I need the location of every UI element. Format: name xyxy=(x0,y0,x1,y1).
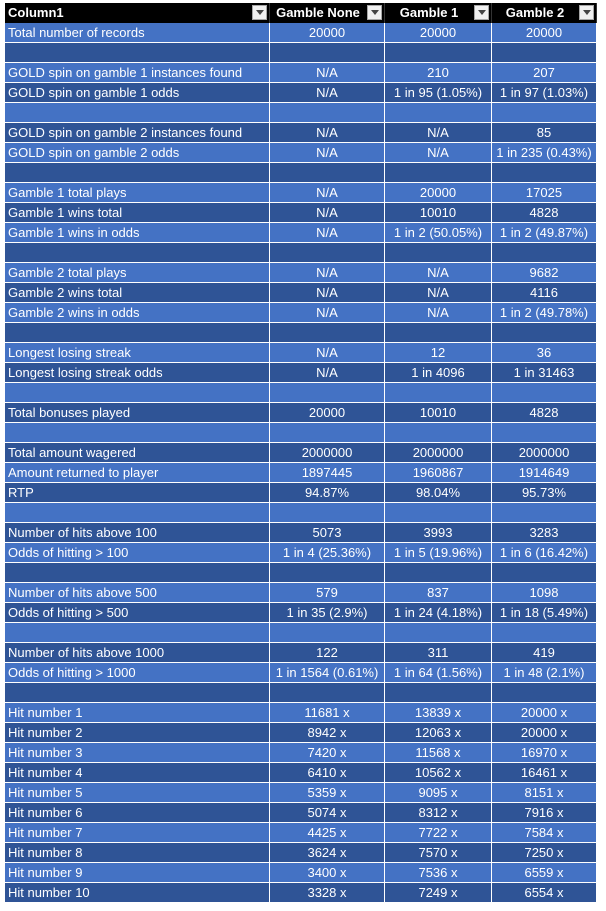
table-row xyxy=(5,663,597,683)
cell-label[interactable]: Total amount wagered xyxy=(5,443,270,463)
cell-gamble-1[interactable] xyxy=(385,383,492,403)
table-row xyxy=(5,523,597,543)
cell-gamble-1[interactable]: 11568 x xyxy=(385,743,492,763)
table-body xyxy=(5,23,597,903)
cell-gamble-none[interactable] xyxy=(270,683,385,703)
table-row xyxy=(5,743,597,763)
cell-gamble-none[interactable]: 3400 x xyxy=(270,863,385,883)
cell-label[interactable]: GOLD spin on gamble 1 instances found xyxy=(5,63,270,83)
cell-gamble-2[interactable] xyxy=(492,163,597,183)
cell-gamble-1[interactable]: 2000000 xyxy=(385,443,492,463)
cell-label[interactable]: GOLD spin on gamble 1 odds xyxy=(5,83,270,103)
cell-gamble-2[interactable]: 3283 xyxy=(492,523,597,543)
cell-gamble-2[interactable]: 85 xyxy=(492,123,597,143)
cell-gamble-1[interactable]: 7536 x xyxy=(385,863,492,883)
cell-label[interactable]: Gamble 1 wins in odds xyxy=(5,223,270,243)
table-row xyxy=(5,723,597,743)
cell-label[interactable] xyxy=(5,423,270,443)
header-row xyxy=(5,3,597,23)
cell-gamble-1[interactable]: 7570 x xyxy=(385,843,492,863)
cell-gamble-2[interactable]: 1 in 2 (49.87%) xyxy=(492,223,597,243)
cell-gamble-2[interactable]: 8151 x xyxy=(492,783,597,803)
table-row xyxy=(5,203,597,223)
cell-label[interactable] xyxy=(5,243,270,263)
table-row xyxy=(5,563,597,583)
table-row xyxy=(5,323,597,343)
cell-gamble-1[interactable]: 3993 xyxy=(385,523,492,543)
cell-gamble-2[interactable]: 16461 x xyxy=(492,763,597,783)
cell-gamble-2[interactable] xyxy=(492,683,597,703)
table-row xyxy=(5,343,597,363)
filter-dropdown-button[interactable] xyxy=(474,5,489,20)
cell-label[interactable] xyxy=(5,163,270,183)
table-row xyxy=(5,683,597,703)
table-row xyxy=(5,823,597,843)
cell-gamble-2[interactable]: 36 xyxy=(492,343,597,363)
table-row xyxy=(5,443,597,463)
cell-gamble-none[interactable] xyxy=(270,423,385,443)
table-row xyxy=(5,103,597,123)
cell-gamble-1[interactable] xyxy=(385,503,492,523)
table-row xyxy=(5,783,597,803)
cell-label[interactable]: Total number of records xyxy=(5,23,270,43)
chevron-down-icon xyxy=(478,10,486,15)
table-row xyxy=(5,23,597,43)
cell-gamble-none[interactable]: 20000 xyxy=(270,23,385,43)
table-row xyxy=(5,63,597,83)
filter-dropdown-button[interactable] xyxy=(579,5,594,20)
cell-gamble-none[interactable]: 6410 x xyxy=(270,763,385,783)
cell-label[interactable] xyxy=(5,43,270,63)
cell-gamble-none[interactable] xyxy=(270,503,385,523)
cell-label[interactable]: RTP xyxy=(5,483,270,503)
cell-gamble-2[interactable] xyxy=(492,623,597,643)
header-label: Column1 xyxy=(8,5,64,20)
cell-label[interactable]: Hit number 8 xyxy=(5,843,270,863)
cell-gamble-1[interactable]: 1960867 xyxy=(385,463,492,483)
table-row xyxy=(5,603,597,623)
cell-gamble-1[interactable]: N/A xyxy=(385,263,492,283)
cell-gamble-1[interactable]: 8312 x xyxy=(385,803,492,823)
cell-gamble-1[interactable]: N/A xyxy=(385,143,492,163)
table-row xyxy=(5,263,597,283)
table-row xyxy=(5,863,597,883)
cell-gamble-2[interactable]: 1 in 31463 xyxy=(492,363,597,383)
cell-gamble-1[interactable]: N/A xyxy=(385,123,492,143)
cell-gamble-none[interactable] xyxy=(270,383,385,403)
cell-gamble-1[interactable] xyxy=(385,623,492,643)
cell-gamble-1[interactable] xyxy=(385,683,492,703)
cell-label[interactable]: Hit number 1 xyxy=(5,703,270,723)
cell-gamble-1[interactable] xyxy=(385,243,492,263)
cell-label[interactable]: Longest losing streak odds xyxy=(5,363,270,383)
cell-gamble-2[interactable]: 207 xyxy=(492,63,597,83)
cell-label[interactable]: Hit number 7 xyxy=(5,823,270,843)
cell-gamble-2[interactable]: 1 in 48 (2.1%) xyxy=(492,663,597,683)
table-row xyxy=(5,423,597,443)
cell-gamble-2[interactable]: 7584 x xyxy=(492,823,597,843)
cell-gamble-1[interactable] xyxy=(385,103,492,123)
table-row xyxy=(5,843,597,863)
cell-gamble-none[interactable]: N/A xyxy=(270,303,385,323)
cell-gamble-2[interactable]: 4116 xyxy=(492,283,597,303)
header-cell-column1[interactable] xyxy=(5,3,270,23)
cell-gamble-2[interactable]: 4828 xyxy=(492,203,597,223)
table-row xyxy=(5,283,597,303)
cell-gamble-none[interactable]: 3328 x xyxy=(270,883,385,903)
cell-gamble-2[interactable] xyxy=(492,243,597,263)
table-row xyxy=(5,363,597,383)
cell-gamble-2[interactable]: 20000 x xyxy=(492,723,597,743)
cell-gamble-1[interactable]: 12063 x xyxy=(385,723,492,743)
cell-gamble-2[interactable] xyxy=(492,563,597,583)
cell-gamble-none[interactable]: 1 in 1564 (0.61%) xyxy=(270,663,385,683)
cell-gamble-2[interactable]: 1 in 2 (49.78%) xyxy=(492,303,597,323)
cell-gamble-none[interactable]: 1897445 xyxy=(270,463,385,483)
cell-gamble-2[interactable]: 9682 xyxy=(492,263,597,283)
cell-label[interactable]: Gamble 2 wins in odds xyxy=(5,303,270,323)
cell-gamble-2[interactable] xyxy=(492,503,597,523)
table-row xyxy=(5,703,597,723)
cell-gamble-2[interactable]: 1 in 97 (1.03%) xyxy=(492,83,597,103)
table-row xyxy=(5,643,597,663)
cell-label[interactable]: Hit number 2 xyxy=(5,723,270,743)
table-row xyxy=(5,503,597,523)
cell-gamble-2[interactable] xyxy=(492,423,597,443)
header-cell-gamble-2[interactable] xyxy=(492,3,597,23)
cell-gamble-2[interactable]: 2000000 xyxy=(492,443,597,463)
cell-gamble-none[interactable]: 8942 x xyxy=(270,723,385,743)
cell-gamble-2[interactable]: 6559 x xyxy=(492,863,597,883)
cell-gamble-1[interactable]: N/A xyxy=(385,283,492,303)
table-row xyxy=(5,763,597,783)
cell-label[interactable]: Amount returned to player xyxy=(5,463,270,483)
cell-gamble-1[interactable]: N/A xyxy=(385,303,492,323)
cell-label[interactable]: Longest losing streak xyxy=(5,343,270,363)
cell-gamble-1[interactable]: 1 in 64 (1.56%) xyxy=(385,663,492,683)
cell-label[interactable]: Hit number 6 xyxy=(5,803,270,823)
cell-gamble-1[interactable]: 7249 x xyxy=(385,883,492,903)
cell-gamble-2[interactable]: 7250 x xyxy=(492,843,597,863)
table-row xyxy=(5,43,597,63)
cell-gamble-1[interactable] xyxy=(385,323,492,343)
filter-dropdown-button[interactable] xyxy=(252,5,267,20)
cell-label[interactable]: Gamble 1 wins total xyxy=(5,203,270,223)
cell-gamble-none[interactable]: 94.87% xyxy=(270,483,385,503)
cell-label[interactable] xyxy=(5,103,270,123)
header-label: Gamble 2 xyxy=(505,5,565,20)
cell-label[interactable]: GOLD spin on gamble 2 odds xyxy=(5,143,270,163)
cell-gamble-1[interactable] xyxy=(385,43,492,63)
cell-gamble-2[interactable]: 1098 xyxy=(492,583,597,603)
cell-gamble-none[interactable]: 3624 x xyxy=(270,843,385,863)
cell-gamble-2[interactable] xyxy=(492,43,597,63)
cell-label[interactable]: Gamble 2 total plays xyxy=(5,263,270,283)
cell-gamble-1[interactable]: 311 xyxy=(385,643,492,663)
cell-gamble-none[interactable] xyxy=(270,243,385,263)
cell-gamble-none[interactable]: 11681 x xyxy=(270,703,385,723)
cell-gamble-none[interactable]: 122 xyxy=(270,643,385,663)
table-row xyxy=(5,883,597,903)
filter-dropdown-button[interactable] xyxy=(367,5,382,20)
cell-gamble-2[interactable]: 1 in 6 (16.42%) xyxy=(492,543,597,563)
header-label: Gamble 1 xyxy=(399,5,459,20)
cell-gamble-none[interactable]: 579 xyxy=(270,583,385,603)
cell-gamble-none[interactable] xyxy=(270,163,385,183)
cell-gamble-2[interactable]: 20000 x xyxy=(492,703,597,723)
cell-gamble-2[interactable]: 1 in 18 (5.49%) xyxy=(492,603,597,623)
cell-gamble-none[interactable]: N/A xyxy=(270,123,385,143)
cell-label[interactable]: Hit number 4 xyxy=(5,763,270,783)
chevron-down-icon xyxy=(371,10,379,15)
table-row xyxy=(5,583,597,603)
cell-gamble-none[interactable]: N/A xyxy=(270,183,385,203)
cell-gamble-1[interactable] xyxy=(385,563,492,583)
chevron-down-icon xyxy=(583,10,591,15)
table-row xyxy=(5,83,597,103)
cell-gamble-none[interactable]: N/A xyxy=(270,263,385,283)
cell-gamble-none[interactable]: N/A xyxy=(270,343,385,363)
header-cell-gamble-1[interactable] xyxy=(385,3,492,23)
cell-label[interactable]: Gamble 1 total plays xyxy=(5,183,270,203)
cell-gamble-1[interactable]: 1 in 24 (4.18%) xyxy=(385,603,492,623)
cell-gamble-1[interactable]: 837 xyxy=(385,583,492,603)
cell-gamble-1[interactable]: 20000 xyxy=(385,23,492,43)
chevron-down-icon xyxy=(256,10,264,15)
table-row xyxy=(5,623,597,643)
table-row xyxy=(5,403,597,423)
table-row xyxy=(5,163,597,183)
cell-gamble-1[interactable]: 10010 xyxy=(385,403,492,423)
cell-gamble-none[interactable]: 2000000 xyxy=(270,443,385,463)
cell-gamble-none[interactable]: 7420 x xyxy=(270,743,385,763)
header-label: Gamble None xyxy=(276,5,360,20)
cell-label[interactable]: Odds of hitting > 1000 xyxy=(5,663,270,683)
cell-gamble-none[interactable]: 20000 xyxy=(270,403,385,423)
cell-label[interactable] xyxy=(5,623,270,643)
cell-gamble-none[interactable]: N/A xyxy=(270,363,385,383)
cell-label[interactable]: Hit number 10 xyxy=(5,883,270,903)
cell-label[interactable]: Number of hits above 500 xyxy=(5,583,270,603)
cell-gamble-2[interactable]: 4828 xyxy=(492,403,597,423)
cell-gamble-2[interactable]: 1914649 xyxy=(492,463,597,483)
cell-gamble-none[interactable]: 1 in 35 (2.9%) xyxy=(270,603,385,623)
cell-label[interactable]: Hit number 3 xyxy=(5,743,270,763)
cell-gamble-1[interactable] xyxy=(385,163,492,183)
cell-gamble-none[interactable] xyxy=(270,43,385,63)
cell-label[interactable] xyxy=(5,683,270,703)
table-row xyxy=(5,543,597,563)
cell-gamble-none[interactable] xyxy=(270,323,385,343)
grid-background xyxy=(597,23,606,911)
spreadsheet-table xyxy=(5,3,597,903)
cell-gamble-2[interactable]: 16970 x xyxy=(492,743,597,763)
cell-gamble-none[interactable] xyxy=(270,103,385,123)
table-row xyxy=(5,243,597,263)
cell-gamble-none[interactable]: 5074 x xyxy=(270,803,385,823)
cell-gamble-1[interactable]: 10010 xyxy=(385,203,492,223)
cell-gamble-none[interactable] xyxy=(270,623,385,643)
cell-gamble-1[interactable]: 10562 x xyxy=(385,763,492,783)
cell-gamble-2[interactable] xyxy=(492,103,597,123)
table-row xyxy=(5,123,597,143)
cell-gamble-1[interactable] xyxy=(385,423,492,443)
cell-label[interactable]: Number of hits above 100 xyxy=(5,523,270,543)
table-row xyxy=(5,383,597,403)
cell-gamble-none[interactable]: 4425 x xyxy=(270,823,385,843)
cell-gamble-none[interactable]: N/A xyxy=(270,203,385,223)
cell-label[interactable]: GOLD spin on gamble 2 instances found xyxy=(5,123,270,143)
cell-label[interactable] xyxy=(5,323,270,343)
cell-label[interactable]: Hit number 5 xyxy=(5,783,270,803)
table-row xyxy=(5,143,597,163)
cell-gamble-2[interactable]: 419 xyxy=(492,643,597,663)
cell-label[interactable]: Number of hits above 1000 xyxy=(5,643,270,663)
cell-label[interactable]: Total bonuses played xyxy=(5,403,270,423)
cell-gamble-1[interactable]: 1 in 4096 xyxy=(385,363,492,383)
cell-gamble-1[interactable]: 13839 x xyxy=(385,703,492,723)
cell-gamble-2[interactable]: 1 in 235 (0.43%) xyxy=(492,143,597,163)
cell-gamble-2[interactable]: 6554 x xyxy=(492,883,597,903)
cell-gamble-1[interactable]: 98.04% xyxy=(385,483,492,503)
table-row xyxy=(5,303,597,323)
cell-gamble-1[interactable]: 12 xyxy=(385,343,492,363)
cell-gamble-none[interactable]: N/A xyxy=(270,223,385,243)
cell-gamble-none[interactable]: 5359 x xyxy=(270,783,385,803)
cell-gamble-2[interactable] xyxy=(492,323,597,343)
cell-gamble-1[interactable]: 9095 x xyxy=(385,783,492,803)
cell-label[interactable]: Odds of hitting > 100 xyxy=(5,543,270,563)
cell-gamble-none[interactable] xyxy=(270,563,385,583)
cell-gamble-2[interactable]: 20000 xyxy=(492,23,597,43)
cell-gamble-none[interactable]: N/A xyxy=(270,83,385,103)
cell-label[interactable]: Hit number 9 xyxy=(5,863,270,883)
cell-gamble-2[interactable]: 17025 xyxy=(492,183,597,203)
cell-label[interactable]: Gamble 2 wins total xyxy=(5,283,270,303)
header-cell-gamble-none[interactable] xyxy=(270,3,385,23)
cell-gamble-1[interactable]: 1 in 5 (19.96%) xyxy=(385,543,492,563)
cell-gamble-2[interactable]: 7916 x xyxy=(492,803,597,823)
cell-gamble-1[interactable]: 210 xyxy=(385,63,492,83)
cell-gamble-none[interactable]: N/A xyxy=(270,143,385,163)
table-row xyxy=(5,223,597,243)
table-row xyxy=(5,803,597,823)
cell-label[interactable]: Odds of hitting > 500 xyxy=(5,603,270,623)
table-row xyxy=(5,483,597,503)
cell-gamble-none[interactable]: N/A xyxy=(270,283,385,303)
cell-gamble-1[interactable]: 20000 xyxy=(385,183,492,203)
cell-gamble-none[interactable]: N/A xyxy=(270,63,385,83)
cell-gamble-2[interactable]: 95.73% xyxy=(492,483,597,503)
cell-gamble-2[interactable] xyxy=(492,383,597,403)
table-row xyxy=(5,463,597,483)
cell-gamble-1[interactable]: 7722 x xyxy=(385,823,492,843)
cell-label[interactable] xyxy=(5,563,270,583)
cell-label[interactable] xyxy=(5,383,270,403)
cell-gamble-none[interactable]: 5073 xyxy=(270,523,385,543)
table-row xyxy=(5,183,597,203)
cell-gamble-none[interactable]: 1 in 4 (25.36%) xyxy=(270,543,385,563)
cell-gamble-1[interactable]: 1 in 2 (50.05%) xyxy=(385,223,492,243)
cell-gamble-1[interactable]: 1 in 95 (1.05%) xyxy=(385,83,492,103)
cell-label[interactable] xyxy=(5,503,270,523)
